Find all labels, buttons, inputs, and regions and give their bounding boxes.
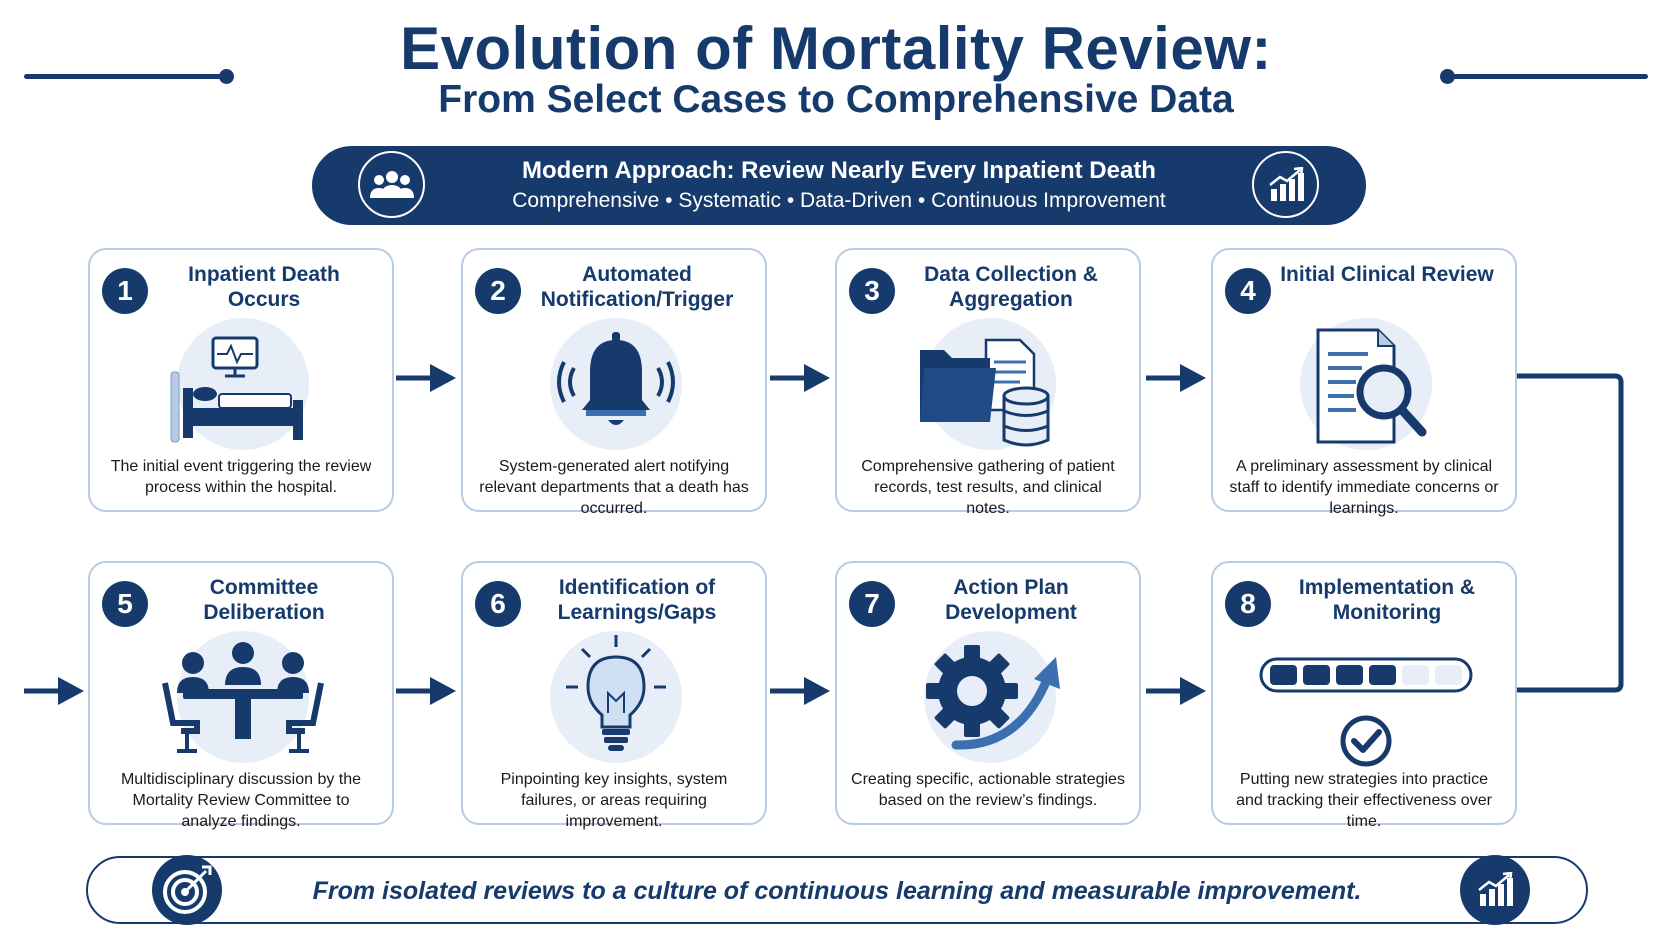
footer-text: From isolated reviews to a culture of continuous learning and measurable improvement.	[312, 877, 1362, 905]
lightbulb-icon	[526, 623, 706, 773]
decorative-line-left	[24, 74, 224, 79]
step-number-badge: 2	[475, 268, 521, 314]
flow-arrow-2-3	[770, 360, 832, 396]
banner-subtitle: Comprehensive • Systematic • Data-Driven • Continuous Improvement	[512, 189, 1166, 212]
step-description: Pinpointing key insights, system failures, or areas requiring improvement.	[500, 771, 728, 830]
page-title: Evolution of Mortality Review:	[400, 15, 1272, 82]
step-card-5	[88, 561, 394, 830]
step-card-1	[88, 248, 394, 512]
step-card-8	[1211, 561, 1517, 830]
meeting-table-icon	[153, 623, 333, 773]
gear-arrow-icon	[900, 623, 1080, 773]
decorative-dot-left	[219, 69, 234, 84]
progress-check-icon	[1256, 623, 1476, 773]
document-magnifier-icon	[1276, 310, 1456, 460]
step-number-badge: 3	[849, 268, 895, 314]
banner-title: Modern Approach: Review Nearly Every Inpatient Death	[522, 157, 1156, 184]
progress-segment-filled	[1336, 665, 1363, 685]
hospital-bed-monitor-icon	[153, 310, 333, 460]
flow-arrow-5-6	[396, 673, 458, 709]
flow-arrow-entry-5	[24, 673, 86, 709]
step-description: Comprehensive gathering of patient records, test results, and clinical notes.	[861, 458, 1115, 517]
step-card-4	[1211, 248, 1517, 517]
step-title: Implementation & Monitoring	[1298, 576, 1476, 624]
step-number-badge: 5	[102, 581, 148, 627]
step-number-badge: 4	[1225, 268, 1271, 314]
step-card-2	[461, 248, 767, 517]
step-number-badge: 1	[102, 268, 148, 314]
progress-segment-empty	[1402, 665, 1429, 685]
progress-segment-filled	[1270, 665, 1297, 685]
step-title: Data Collection & Aggregation	[924, 263, 1098, 311]
step-description: The initial event triggering the review process within the hospital.	[110, 458, 372, 496]
folder-database-icon	[900, 310, 1080, 460]
step-title: Initial Clinical Review	[1280, 263, 1494, 286]
bar-chart-growth-icon	[1252, 151, 1319, 218]
decorative-line-right	[1448, 74, 1648, 79]
progress-segment-filled	[1369, 665, 1396, 685]
step-description: Putting new strategies into practice and tracking their effectiveness over time.	[1236, 771, 1492, 830]
step-number-badge: 6	[475, 581, 521, 627]
step-title: Automated Notification/Trigger	[540, 263, 734, 311]
flow-arrow-3-4	[1146, 360, 1208, 396]
flow-arrow-1-2	[396, 360, 458, 396]
step-description: System-generated alert notifying relevant departments that a death has occurred.	[479, 458, 749, 517]
step-card-3	[835, 248, 1141, 517]
step-title: Identification of Learnings/Gaps	[557, 576, 717, 624]
step-card-7	[835, 561, 1141, 825]
alarm-bell-icon	[526, 310, 706, 460]
step-title: Action Plan Development	[945, 576, 1077, 624]
step-title: Committee Deliberation	[203, 576, 325, 624]
step-number-badge: 8	[1225, 581, 1271, 627]
page-subtitle: From Select Cases to Comprehensive Data	[438, 78, 1234, 121]
step-description: A preliminary assessment by clinical staff to identify immediate concerns or learnings.	[1229, 458, 1499, 517]
progress-segment-filled	[1303, 665, 1330, 685]
progress-segment-empty	[1435, 665, 1462, 685]
step-title: Inpatient Death Occurs	[188, 263, 340, 311]
bar-chart-growth-icon	[1460, 855, 1530, 925]
step-description: Creating specific, actionable strategies based on the review’s findings.	[851, 771, 1125, 809]
flow-arrow-6-7	[770, 673, 832, 709]
step-number-badge: 7	[849, 581, 895, 627]
flow-arrow-7-8	[1146, 673, 1208, 709]
footer-banner	[86, 856, 1588, 924]
approach-banner	[312, 146, 1366, 225]
flow-connector-4-8	[1517, 370, 1627, 696]
step-description: Multidisciplinary discussion by the Mortality Review Committee to analyze findings.	[120, 771, 362, 830]
step-card-6	[461, 561, 767, 830]
